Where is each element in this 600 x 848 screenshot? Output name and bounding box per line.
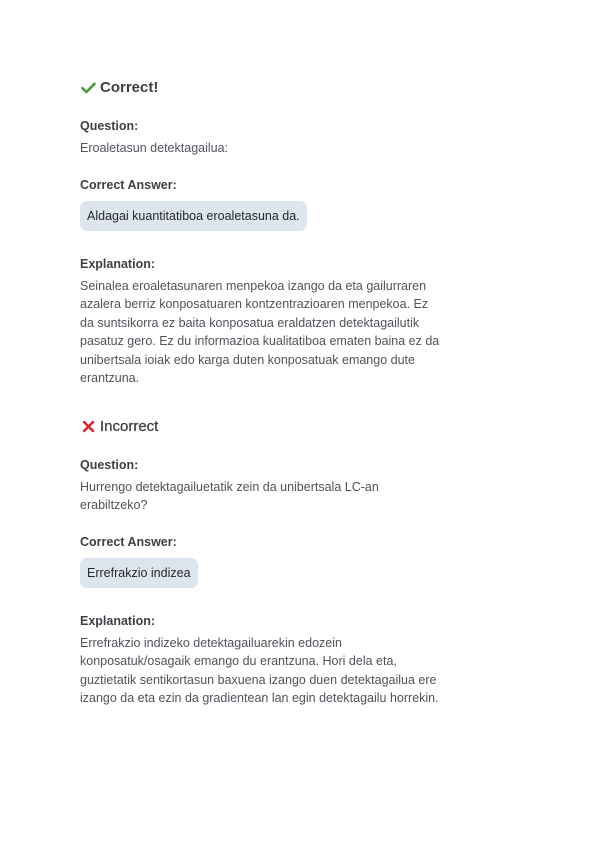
correct-answer-label: Correct Answer:	[80, 534, 177, 549]
result-status	[80, 416, 520, 438]
result-card-correct	[80, 77, 520, 388]
result-card-incorrect	[80, 416, 520, 708]
explanation-section	[80, 612, 520, 708]
explanation-label: Explanation:	[80, 613, 156, 628]
explanation-label: Explanation:	[80, 256, 156, 271]
correct-answer-pill: Errefrakzio indizea	[80, 558, 198, 588]
question-section	[80, 456, 520, 515]
question-label: Question:	[80, 457, 139, 472]
question-text: Hurrengo detektagailuetatik zein da unibertsala LC-an erabiltzeko?	[80, 479, 379, 512]
correct-answer-label: Correct Answer:	[80, 177, 177, 192]
correct-answer-section	[80, 533, 520, 588]
checkmark-icon	[80, 80, 96, 96]
question-text: Eroaletasun detektagailua:	[80, 141, 229, 155]
explanation-text: Seinalea eroaletasunaren menpekoa izango da eta gailurraren azalera berriz konposatuaren kontzentrazioaren menpekoa. Ez da suntsikorra ez baita konposatua eraldatzen detektagailutik pasatuz gero. Ez du informazioa kualitatiboa ematen baina ez da unibertsala ioiak edo karga duten konposatuak emango dute erantzuna.	[80, 278, 440, 385]
correct-answer-section	[80, 176, 520, 231]
explanation-text: Errefrakzio indizeko detektagailuarekin edozein konposatuk/osagaik emango du erantzuna. Hori dela eta, guztietatik sentikortasun baxuena izango duen detektagailua ere izango da eta ezin da gradientean lan egin detektagailu horrekin.	[80, 635, 439, 705]
explanation-section	[80, 255, 520, 388]
cross-icon	[80, 419, 96, 435]
question-label: Question:	[80, 119, 139, 133]
status-label: Correct!	[100, 79, 159, 96]
correct-answer-pill: Aldagai kuantitatiboa eroaletasuna da.	[80, 201, 307, 231]
status-label: Incorrect	[100, 417, 159, 435]
result-status	[80, 77, 520, 99]
question-section	[80, 117, 520, 158]
